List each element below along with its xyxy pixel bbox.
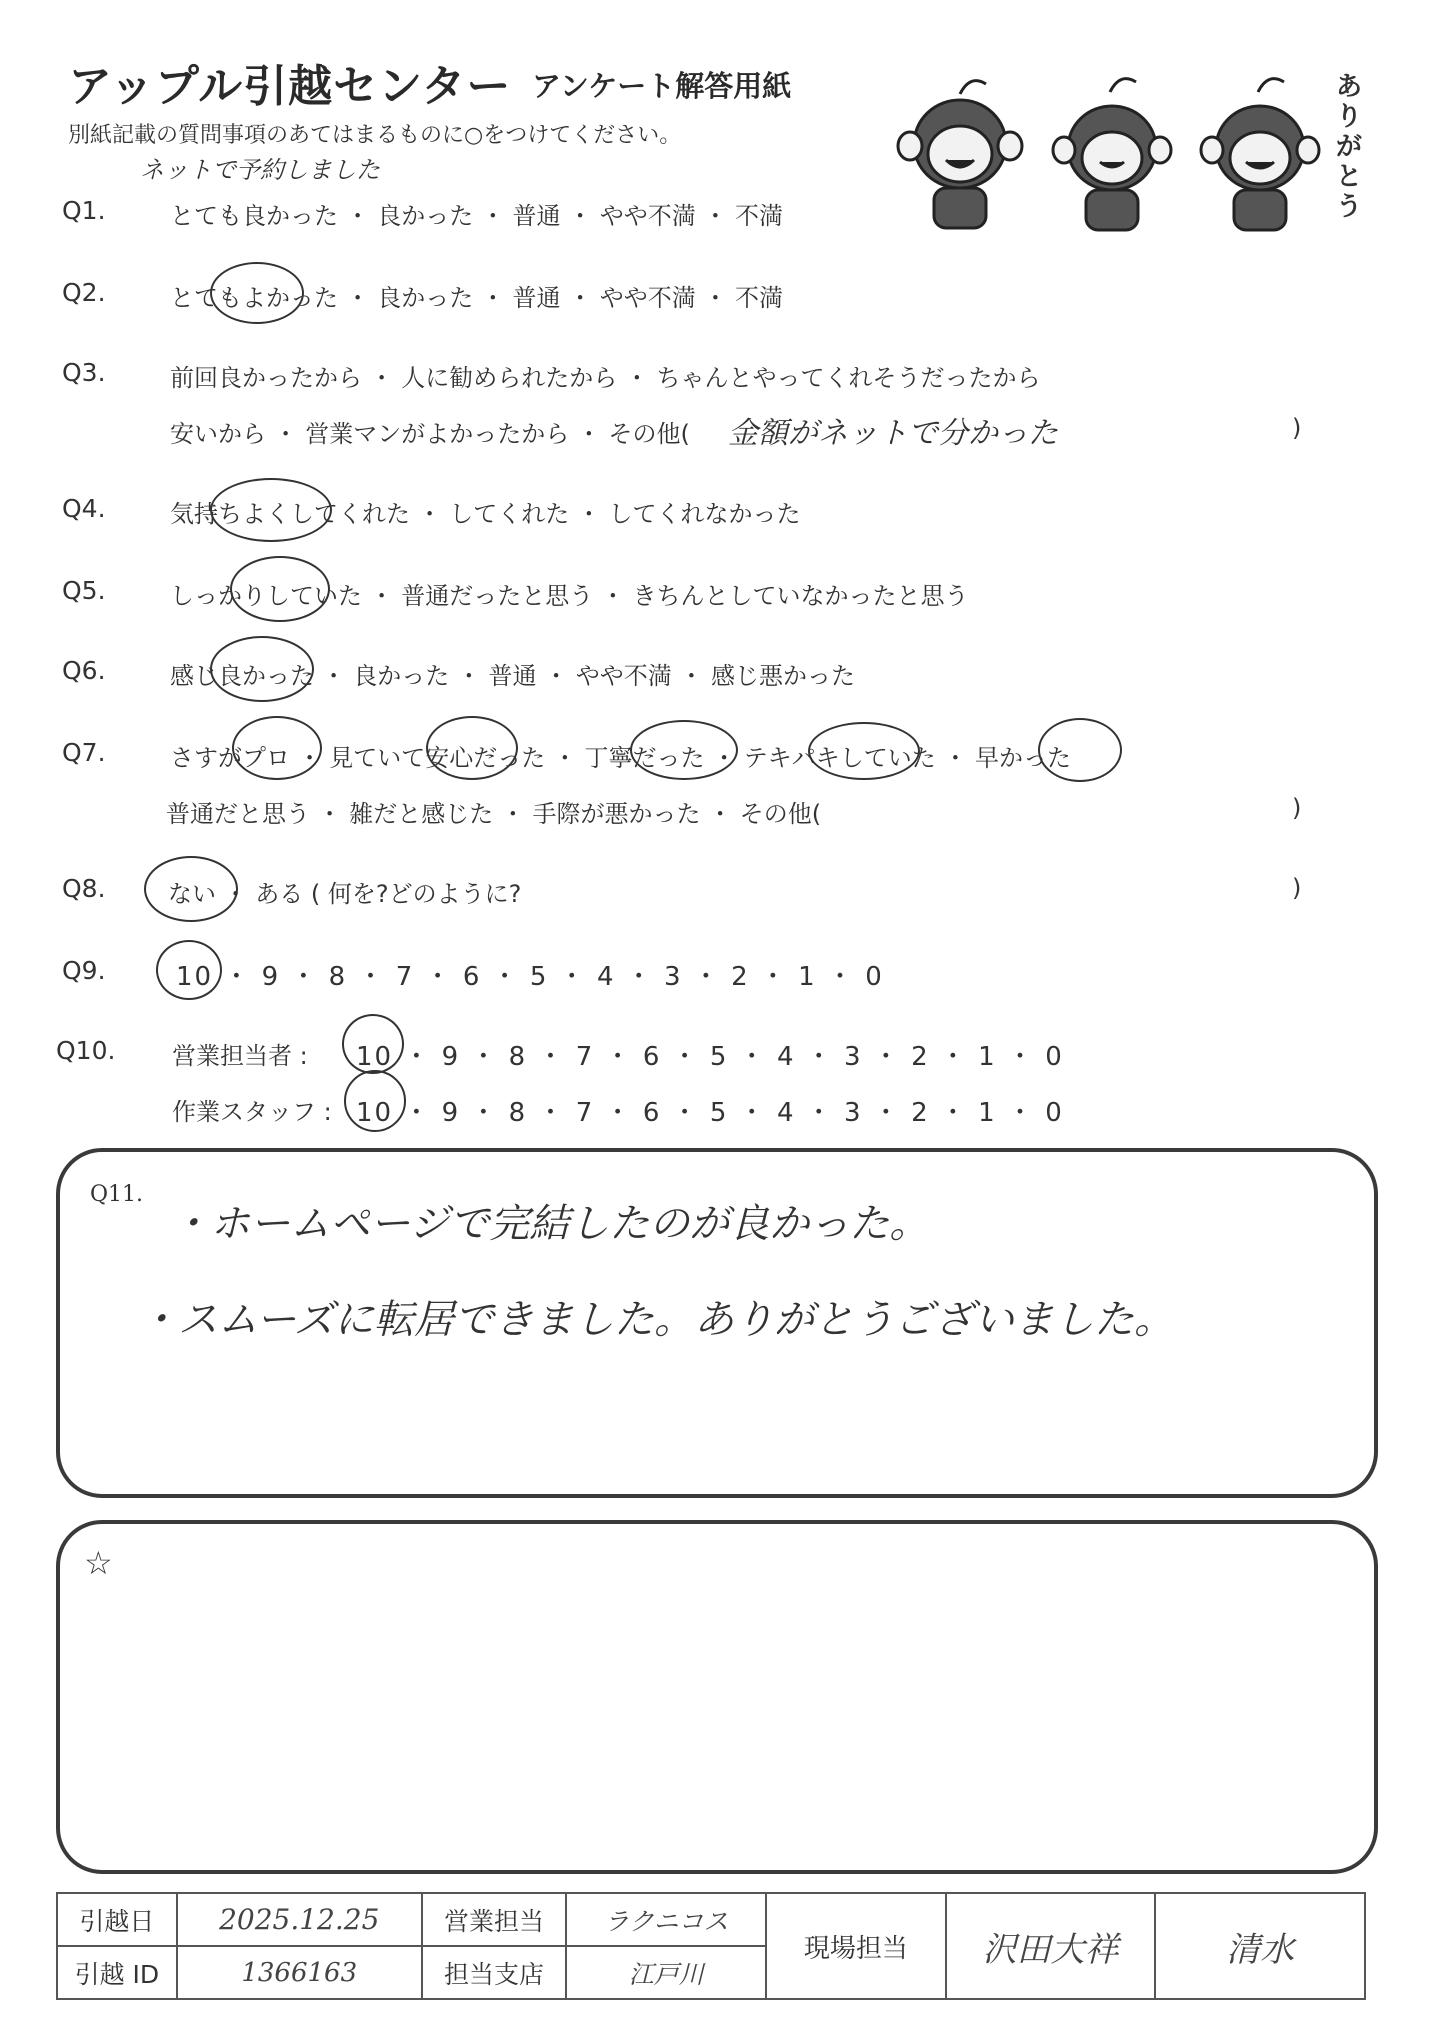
q11-label: Q11. — [90, 1182, 144, 1207]
q11-comment-box — [56, 1148, 1378, 1498]
q10-label: Q10. — [56, 1036, 116, 1065]
q7-close-paren: ) — [1292, 794, 1302, 822]
q2-label: Q2. — [62, 278, 106, 307]
q6-label: Q6. — [62, 656, 106, 685]
q3-close-paren: ) — [1292, 414, 1302, 442]
q2-options: とてもよかった ・ 良かった ・ 普通 ・ やや不満 ・ 不満 — [170, 284, 784, 312]
answer-circle — [210, 262, 304, 324]
q4-options: 気持ちよくしてくれた ・ してくれた ・ してくれなかった — [170, 500, 801, 528]
site-label: 現場担当 — [766, 1893, 946, 1999]
site-value-1: 沢田大祥 — [946, 1893, 1156, 1999]
q8-options: ない ・ ある ( 何を?どのように? — [168, 880, 522, 908]
answer-circle — [630, 720, 738, 780]
q9-scale: 10 ・ 9 ・ 8 ・ 7 ・ 6 ・ 5 ・ 4 ・ 3 ・ 2 ・ 1 ・ 0 — [176, 962, 884, 992]
q10-sales-scale: 10 ・ 9 ・ 8 ・ 7 ・ 6 ・ 5 ・ 4 ・ 3 ・ 2 ・ 1 ・ 0 — [356, 1042, 1064, 1072]
answer-circle — [808, 722, 920, 780]
form-title: アンケート解答用紙 — [532, 69, 792, 103]
q1-options: とても良かった ・ 良かった ・ 普通 ・ やや不満 ・ 不満 — [170, 202, 784, 230]
site-value-2: 清水 — [1155, 1893, 1365, 1999]
move-date-value: 2025.12.25 — [177, 1893, 422, 1946]
q8-close-paren: ) — [1292, 874, 1302, 902]
thanks-vertical-text: ありがとう — [1336, 72, 1363, 222]
q10-sales-label: 営業担当者 : — [172, 1042, 308, 1070]
q7-options-line2: 普通だと思う ・ 雑だと感じた ・ 手際が悪かった ・ その他( — [166, 800, 822, 828]
move-id-label: 引越 ID — [57, 1946, 177, 1999]
branch-value: 江戸川 — [566, 1946, 766, 1999]
q6-options: 感じ良かった ・ 良かった ・ 普通 ・ やや不満 ・ 感じ悪かった — [170, 662, 856, 690]
footer-info-table — [56, 1892, 1366, 2000]
company-title: アップル引越センター — [68, 61, 512, 112]
answer-circle — [426, 716, 518, 780]
branch-label: 担当支店 — [422, 1946, 567, 1999]
q7-options-line1: さすがプロ ・ 見ていて安心だった ・ 丁寧だった ・ テキパキしていた ・ 早かった — [170, 744, 1072, 772]
answer-circle — [210, 636, 314, 702]
mascot-illustration — [880, 62, 1360, 242]
answer-circle — [344, 1070, 406, 1132]
instruction-text: 別紙記載の質問事項のあてはまるものに○をつけてください。 — [68, 123, 682, 148]
move-date-label: 引越日 — [57, 1893, 177, 1946]
q3-options-line2: 安いから ・ 営業マンがよかったから ・ その他( — [170, 420, 690, 448]
q4-label: Q4. — [62, 494, 106, 523]
q5-options: しっかりしていた ・ 普通だったと思う ・ きちんとしていなかったと思う — [170, 582, 969, 610]
q10-staff-label: 作業スタッフ : — [172, 1098, 332, 1126]
q5-label: Q5. — [62, 576, 106, 605]
sales-label: 営業担当 — [422, 1893, 567, 1946]
answer-circle — [1038, 718, 1122, 782]
sales-value: ラクニコス — [566, 1893, 766, 1946]
q1-label: Q1. — [62, 196, 106, 225]
q10-staff-scale: 10 ・ 9 ・ 8 ・ 7 ・ 6 ・ 5 ・ 4 ・ 3 ・ 2 ・ 1 ・ 0 — [356, 1098, 1064, 1128]
q3-options-line1: 前回良かったから ・ 人に勧められたから ・ ちゃんとやってくれそうだったから — [170, 364, 1041, 392]
q7-label: Q7. — [62, 738, 106, 767]
answer-circle — [144, 856, 238, 922]
star-icon: ☆ — [84, 1544, 113, 1582]
q11-comment-line2: ・スムーズに転居できました。ありがとうございました。 — [138, 1297, 1174, 1343]
mascot-monkeys-icon — [880, 62, 1360, 242]
q11-comment-line1: ・ホームページで完結したのが良かった。 — [170, 1201, 930, 1247]
q3-label: Q3. — [62, 358, 106, 387]
handwritten-note: ネットで予約しました — [140, 156, 380, 184]
q3-other-answer: 金額がネットで分かった — [728, 416, 1058, 451]
q8-label: Q8. — [62, 874, 106, 903]
answer-circle — [230, 556, 330, 622]
star-comment-box — [56, 1520, 1378, 1874]
answer-circle — [210, 478, 332, 542]
move-id-value: 1366163 — [177, 1946, 422, 1999]
answer-circle — [342, 1014, 404, 1074]
q9-label: Q9. — [62, 956, 106, 985]
answer-circle — [156, 940, 222, 1000]
answer-circle — [232, 716, 322, 780]
